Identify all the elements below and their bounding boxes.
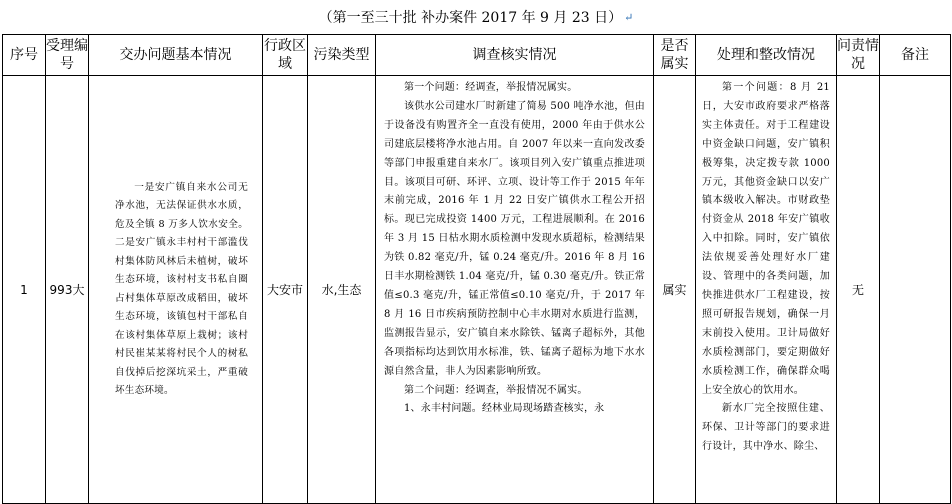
header-handling: 处理和整改情况	[696, 35, 837, 76]
cell-seq: 1	[3, 76, 46, 504]
header-pollution: 污染类型	[308, 35, 376, 76]
cell-pollution: 水,生态	[308, 76, 376, 504]
header-problem: 交办问题基本情况	[89, 35, 263, 76]
header-seq: 序号	[3, 35, 46, 76]
investigation-paragraph: 该供水公司建水厂时新建了简易 500 吨净水池，但由于设备没有购置齐全一直没有使用，2000 年由于供水公司建底层楼将净水池占用。自 2007 年以来一直向发改委等部门申报重建自来水厂。该项目列入安广镇重点推进项目。该项目可研、环评、立项、设计等工作于 2015 年年末前完成，2016 年 1 月 22 日安广镇供水工程公开招标。现已完成投资 1400 万元，工程进展顺利。在 2016 年 3 月 15 日枯水期水质检测中发现水质超标，检测结果为铁 0.82 毫克/升，锰 0.24 毫克/升。2016 年 8 月 16 日丰水期检测铁 1.04 毫克/升，锰 0.30 毫克/升。铁正常值≤0.3 毫克/升，锰正常值≤0.10 毫克/升，于 2017 年 8 月 16 日市疾病预防控制中心丰水期对水质进行监测，监测报告显示，安广镇自来水除铁、锰离子超标外，其他各项指标均达到饮用水标准，铁、锰离子超标为地下水水源自然含量，非人为因素影响所致。	[384, 100, 645, 377]
case-table	[2, 34, 951, 504]
cell-case-no: 993大	[46, 76, 89, 504]
paragraph-mark-icon: ↵	[624, 10, 634, 24]
header-accountability: 问责情况	[837, 35, 880, 76]
cell-remarks	[880, 76, 951, 504]
header-investigation: 调查核实情况	[376, 35, 654, 76]
investigation-paragraph: 第一个问题：经调查，举报情况属实。	[404, 82, 578, 93]
handling-paragraph: 新水厂完全按照住建、环保、卫计等部门的要求进行设计，其中净水、除尘、	[702, 403, 830, 453]
investigation-paragraph: 第二个问题：经调查，举报情况不属实。	[404, 384, 588, 396]
header-verified: 是否属实	[654, 35, 696, 76]
cell-handling	[696, 76, 837, 504]
cell-accountability: 无	[837, 76, 880, 504]
header-region: 行政区域	[263, 35, 308, 76]
cell-verified: 属实	[654, 76, 696, 504]
table-row	[3, 76, 951, 504]
header-row	[3, 35, 951, 76]
handling-paragraph: 第一个问题：8 月 21 日，大安市政府要求严格落实主体责任。对于工程建设中资金缺口问题，安广镇积极筹集，决定拨专款 1000 万元，其他资金缺口以安广镇本级收入解决。市财政垫付资金从 2018 年安广镇收入中扣除。同时，安广镇依法依规妥善处理好水厂建设、管理中的各类问题，加快推进供水厂工程建设，按照可研报告规划，确保一月末前投入使用。卫计局做好水质检测部门，要定期做好水质检测工作，确保群众喝上安全放心的饮用水。	[702, 82, 830, 396]
document-title-text: （第一至三十批 补办案件 2017 年 9 月 23 日）	[318, 10, 623, 26]
document-title	[0, 0, 952, 34]
investigation-paragraph: 1、永丰村问题。经林业局现场踏查核实，永	[404, 403, 605, 415]
problem-text: 一是安广镇自来水公司无净水池，无法保证供水水质，危及全镇 8 万多人饮水安全。二是安广镇永丰村村干部滥伐村集体防风林后未植树，破坏生态环境，该村村支书私自圈占村集体草原改成稻田，破坏生态环境，该镇包村干部私自在该村集体草原上栽树；该村村民崔某某将村民个人的树私自伐掉后挖深坑采土，严重破坏生态环境。	[115, 181, 248, 396]
cell-problem	[89, 76, 263, 504]
header-case-no: 受理编号	[46, 35, 89, 76]
cell-investigation	[376, 76, 654, 504]
cell-region: 大安市	[263, 76, 308, 504]
header-remarks: 备注	[880, 35, 951, 76]
